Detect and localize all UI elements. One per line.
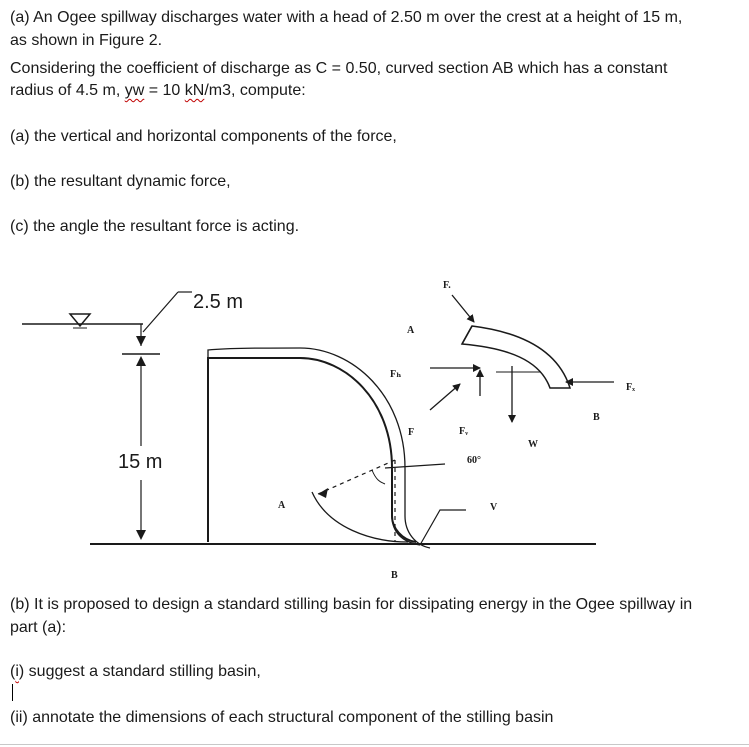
height-label: 15 m [118, 451, 163, 473]
water-level-triangle-icon [70, 314, 90, 328]
question-line-4-pre: radius of 4.5 m, [10, 82, 125, 99]
head-label: 2.5 m [193, 291, 244, 313]
label-fv: Fᵥ [459, 426, 469, 437]
item-i-rest: ) suggest a standard stilling basin, [18, 663, 261, 680]
bucket-free-body-shape [462, 326, 570, 388]
bottom-divider [0, 744, 749, 745]
label-f-top: F. [443, 280, 451, 291]
label-a-left: A [278, 500, 286, 511]
weight-arrow [496, 366, 540, 422]
question-line-4-post: /m3, compute: [204, 82, 306, 99]
label-b-right: B [593, 412, 600, 423]
question-line-2: as shown in Figure 2. [10, 32, 163, 49]
question-line-3: Considering the coefficient of discharge as C = 0.50, curved section AB which has a constant [10, 60, 668, 77]
gamma-symbol: yw [124, 82, 145, 99]
label-fh: Fₕ [390, 369, 402, 380]
head-leader-line [143, 292, 192, 332]
label-fx-right: Fₓ [626, 382, 635, 393]
label-b-bottom: B [391, 570, 398, 581]
label-v: V [490, 502, 498, 513]
force-top-arrow [452, 295, 474, 322]
unit-kn: kN [184, 82, 205, 99]
label-angle: 60° [467, 455, 481, 466]
label-a-top: A [407, 325, 415, 336]
part-c-text: (c) the angle the resultant force is acting. [10, 218, 300, 235]
head-dimension-arrows [122, 324, 160, 366]
item-i-letter: i [15, 663, 19, 680]
spillway-figure [0, 270, 749, 590]
radius-dashed-lines [318, 460, 445, 542]
force-resultant-arrow [430, 384, 460, 410]
item-ii-text: (ii) annotate the dimensions of each structural component of the stilling basin [10, 709, 554, 726]
question-line-4-mid: = 10 [144, 82, 185, 99]
part-b-text: (b) the resultant dynamic force, [10, 173, 231, 190]
part-a-text: (a) the vertical and horizontal components of the force, [10, 128, 397, 145]
question-line-1: (a) An Ogee spillway discharges water with a head of 2.50 m over the crest at a height of 15 m, [10, 9, 683, 26]
item-i-text [10, 661, 261, 683]
text-cursor[interactable] [12, 684, 13, 701]
label-f-mid: F [408, 427, 415, 438]
bucket-curve-ab [312, 492, 466, 545]
part-b-question-line-1: (b) It is proposed to design a standard stilling basin for dissipating energy in the Ogee spillway in [10, 596, 693, 613]
part-b-question-line-2: part (a): [10, 619, 67, 636]
item-i-open: ( [10, 663, 16, 680]
label-w: W [528, 439, 538, 450]
question-line-4 [10, 80, 306, 102]
